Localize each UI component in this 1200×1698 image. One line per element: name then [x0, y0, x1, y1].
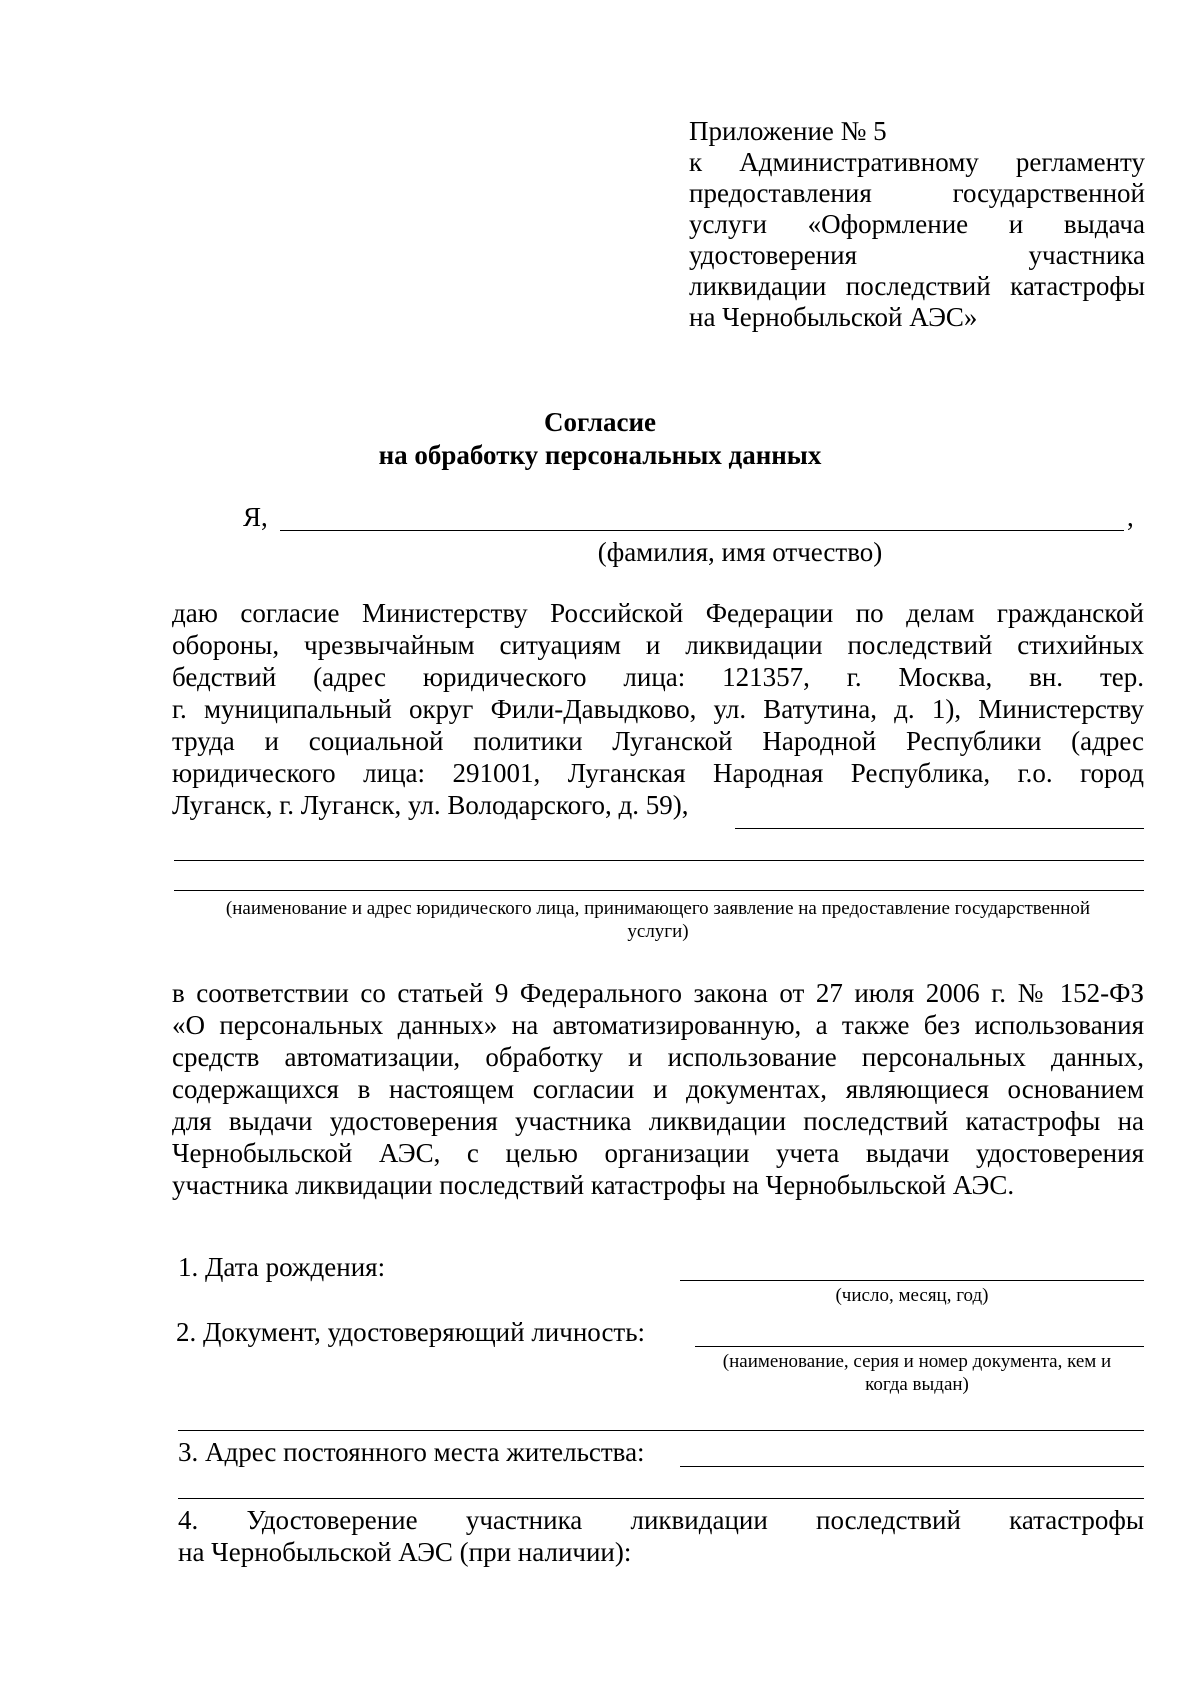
identity-doc-field[interactable]: [695, 1346, 1144, 1347]
birth-date-label: 1. Дата рождения:: [178, 1252, 386, 1282]
consent-paragraph: [172, 598, 1144, 822]
paragraph-line: бедствий (адрес юридического лица: 121357, г. Москва, вн. тер.: [172, 662, 1144, 692]
paragraph-line: участника ликвидации последствий катастрофы на Чернобыльской АЭС.: [172, 1170, 1015, 1200]
paragraph-line: средств автоматизации, обработку и использование персональных данных,: [172, 1042, 1144, 1072]
birth-date-field[interactable]: [680, 1280, 1144, 1281]
appendix-line: предоставления государственной: [689, 178, 1145, 208]
appendix-line: к Административному регламенту: [689, 147, 1145, 177]
certificate-item: [178, 1505, 1144, 1569]
legal-entity-field-line2[interactable]: [174, 860, 1144, 861]
applicant-name-field[interactable]: [280, 530, 1124, 531]
applicant-prefix: Я,: [243, 502, 268, 532]
appendix-header: [689, 116, 1145, 333]
applicant-suffix: ,: [1127, 502, 1134, 532]
identity-doc-caption: (наименование, серия и номер документа, кем и: [722, 1351, 1112, 1372]
identity-doc-field-line2[interactable]: [178, 1430, 1144, 1431]
paragraph-line: «О персональных данных» на автоматизированную, а также без использования: [172, 1010, 1144, 1040]
certificate-label: 4. Удостоверение участника ликвидации последствий катастрофы: [178, 1505, 1144, 1535]
paragraph-line: Чернобыльской АЭС, с целью организации учета выдачи удостоверения: [172, 1138, 1144, 1168]
appendix-line: Приложение № 5: [689, 116, 887, 146]
paragraph-line: труда и социальной политики Луганской Народной Республики (адрес: [172, 726, 1144, 756]
appendix-line: удостоверения участника: [689, 240, 1145, 270]
paragraph-line: юридического лица: 291001, Луганская Народная Республика, г.о. город: [172, 758, 1144, 788]
appendix-line: услуги «Оформление и выдача: [689, 209, 1145, 239]
legal-entity-field-line3[interactable]: [174, 890, 1144, 891]
purpose-paragraph: [172, 978, 1144, 1202]
certificate-label-cont: на Чернобыльской АЭС (при наличии):: [178, 1537, 632, 1567]
address-label: 3. Адрес постоянного места жительства:: [178, 1437, 645, 1467]
document-subtitle: на обработку персональных данных: [378, 440, 822, 470]
legal-entity-caption: (наименование и адрес юридического лица, принимающего заявление на предоставление государственной: [225, 898, 1091, 919]
legal-entity-caption-cont: услуги): [627, 921, 689, 942]
paragraph-line: в соответствии со статьей 9 Федерального закона от 27 июля 2006 г. № 152-ФЗ: [172, 978, 1144, 1008]
paragraph-line: г. муниципальный округ Фили-Давыдково, ул. Ватутина, д. 1), Министерству: [172, 694, 1144, 724]
appendix-line: ликвидации последствий катастрофы: [689, 271, 1145, 301]
document-title: Согласие: [543, 407, 657, 437]
paragraph-line: обороны, чрезвычайным ситуациям и ликвидации последствий стихийных: [172, 630, 1144, 660]
address-field-line2[interactable]: [178, 1498, 1144, 1499]
address-field[interactable]: [680, 1466, 1144, 1467]
birth-date-caption: (число, месяц, год): [835, 1285, 989, 1306]
paragraph-line: содержащихся в настоящем согласии и документах, являющиеся основанием: [172, 1074, 1144, 1104]
paragraph-line: даю согласие Министерству Российской Федерации по делам гражданской: [172, 598, 1144, 628]
applicant-caption: (фамилия, имя отчество): [597, 537, 883, 567]
identity-doc-caption-cont: когда выдан): [865, 1374, 969, 1395]
legal-entity-field-line1[interactable]: [735, 828, 1144, 829]
paragraph-line: Луганск, г. Луганск, ул. Володарского, д. 59),: [172, 790, 689, 820]
paragraph-line: для выдачи удостоверения участника ликвидации последствий катастрофы на: [172, 1106, 1144, 1136]
appendix-line: на Чернобыльской АЭС»: [689, 302, 978, 332]
identity-doc-label: 2. Документ, удостоверяющий личность:: [176, 1317, 646, 1347]
